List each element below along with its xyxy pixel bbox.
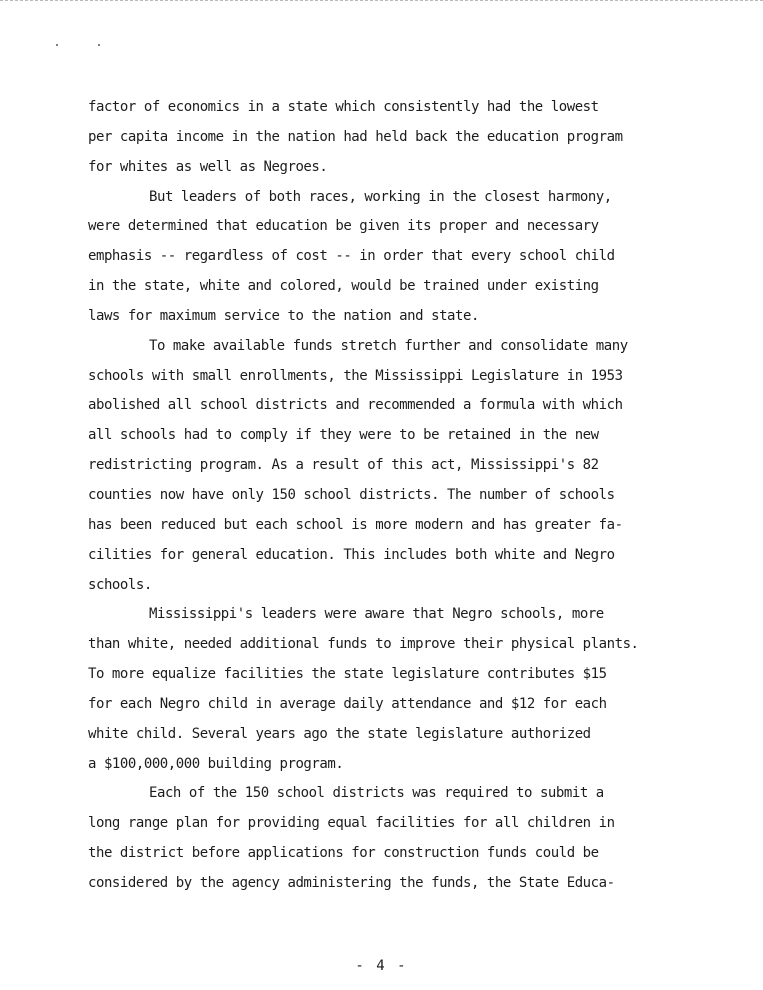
- text-line: To more equalize facilities the state legislature contributes $15: [88, 666, 607, 683]
- scan-speck: [56, 44, 58, 46]
- text-line: all schools had to comply if they were to be retained in the new: [88, 427, 599, 444]
- document-body: [88, 93, 728, 899]
- page-number: - 4 -: [355, 958, 408, 974]
- text-line: white child. Several years ago the state legislature authorized: [88, 725, 591, 742]
- page-top-edge: [0, 0, 763, 1]
- text-line: factor of economics in a state which consistently had the lowest: [88, 99, 599, 115]
- text-line: for whites as well as Negroes.: [88, 158, 328, 175]
- paragraph-start-line: Each of the 150 school districts was required to submit a: [149, 785, 604, 802]
- text-line: in the state, white and colored, would be trained under existing: [88, 278, 599, 295]
- text-line: schools with small enrollments, the Mississippi Legislature in 1953: [88, 367, 623, 384]
- text-line: emphasis -- regardless of cost -- in order that every school child: [88, 248, 615, 265]
- paragraph-start-line: Mississippi's leaders were aware that Negro schools, more: [149, 606, 604, 623]
- text-line: counties now have only 150 school districts. The number of schools: [88, 486, 615, 503]
- text-line: redistricting program. As a result of this act, Mississippi's 82: [88, 457, 599, 474]
- text-line: for each Negro child in average daily attendance and $12 for each: [88, 695, 607, 712]
- text-line: per capita income in the nation had held back the education program: [88, 128, 623, 145]
- text-line: has been reduced but each school is more modern and has greater fa-: [88, 516, 623, 533]
- text-line: were determined that education be given its proper and necessary: [88, 218, 599, 235]
- text-line: a $100,000,000 building program.: [88, 755, 344, 772]
- scan-speck: [98, 44, 100, 46]
- text-line: cilities for general education. This includes both white and Negro: [88, 546, 615, 563]
- text-line: considered by the agency administering the funds, the State Educa-: [88, 874, 615, 891]
- text-line: than white, needed additional funds to improve their physical plants.: [88, 636, 639, 653]
- text-line: the district before applications for construction funds could be: [88, 845, 599, 862]
- paragraph-start-line: But leaders of both races, working in the closest harmony,: [149, 188, 612, 205]
- text-line: schools.: [88, 576, 152, 593]
- text-line: laws for maximum service to the nation and state.: [88, 307, 479, 324]
- text-line: long range plan for providing equal facilities for all children in: [88, 815, 615, 832]
- text-line: abolished all school districts and recommended a formula with which: [88, 397, 623, 414]
- paragraph-start-line: To make available funds stretch further and consolidate many: [149, 337, 628, 354]
